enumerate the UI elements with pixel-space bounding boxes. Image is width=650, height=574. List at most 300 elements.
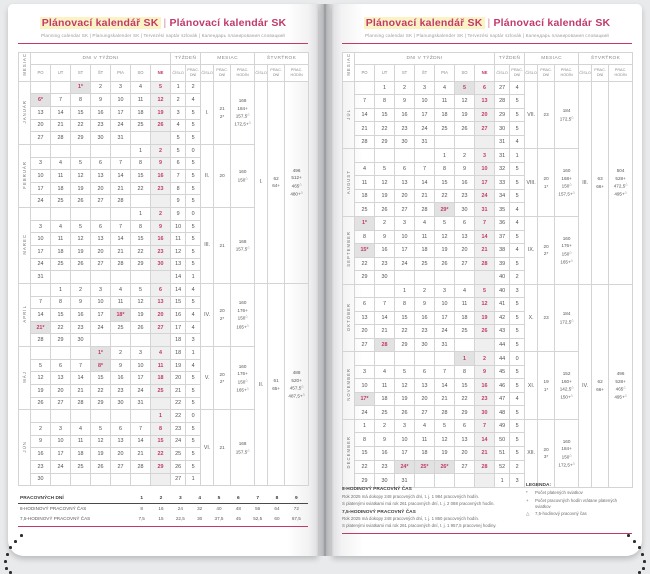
week-number: 44 bbox=[495, 352, 510, 366]
title-part2: Plánovací kalendár SK bbox=[493, 17, 611, 29]
day-cell: 28 bbox=[415, 203, 435, 217]
day-cell: 22 bbox=[355, 257, 375, 271]
day-cell: 3 bbox=[91, 283, 111, 296]
day-cell: 17 bbox=[111, 106, 131, 119]
day-header: ST bbox=[71, 64, 91, 81]
day-cell: 22 bbox=[131, 245, 151, 258]
week-workdays: 3 bbox=[510, 474, 525, 488]
month-hours: 160 150△ bbox=[231, 144, 255, 207]
day-cell: 11 bbox=[131, 94, 151, 107]
day-cell: 11 bbox=[455, 298, 475, 312]
workdays-hours-table bbox=[18, 493, 308, 527]
day-cell: 17 bbox=[475, 176, 495, 190]
day-cell: 25 bbox=[375, 406, 395, 420]
day-cell: 8 bbox=[131, 220, 151, 233]
day-cell: 21 bbox=[415, 189, 435, 203]
week-workdays: 5 bbox=[510, 419, 525, 433]
day-cell: 2 bbox=[151, 208, 171, 221]
day-cell: 26 bbox=[475, 325, 495, 339]
day-cell: 21 bbox=[475, 244, 495, 258]
day-cell: 3 bbox=[475, 149, 495, 163]
day-cell: 28 bbox=[475, 460, 495, 474]
day-cell: 31 bbox=[111, 132, 131, 145]
day-cell: 18 bbox=[71, 448, 91, 461]
calendar-table-left bbox=[18, 52, 309, 482]
day-cell: 2 bbox=[91, 81, 111, 94]
month-number-header: ČÍSLO bbox=[525, 64, 538, 81]
day-cell: 21 bbox=[131, 448, 151, 461]
day-header: ŠT bbox=[91, 64, 111, 81]
quarter-workdays: 63 66+ bbox=[592, 81, 609, 284]
day-cell: 26 bbox=[71, 258, 91, 271]
header-rule bbox=[18, 43, 308, 45]
week-group-header: TÝŽDEŇ bbox=[495, 53, 525, 65]
day-cell: 13 bbox=[51, 372, 71, 385]
week-number: 48 bbox=[495, 406, 510, 420]
day-cell: 14 bbox=[415, 176, 435, 190]
day-cell: 4 bbox=[455, 284, 475, 298]
day-cell: 20 bbox=[91, 182, 111, 195]
month-hours: 160 184+ 150△ 172,5+△ bbox=[555, 419, 579, 487]
day-cell: 14 bbox=[31, 309, 51, 322]
day-cell: 26 bbox=[455, 122, 475, 136]
week-row bbox=[19, 81, 309, 94]
day-cell: 2 bbox=[475, 352, 495, 366]
day-cell bbox=[475, 338, 495, 352]
day-cell: 18 bbox=[151, 372, 171, 385]
month-workdays: 20 3* bbox=[538, 419, 555, 487]
day-cell: 8 bbox=[435, 162, 455, 176]
day-cell: 19 bbox=[91, 448, 111, 461]
week-workdays: 5 bbox=[510, 365, 525, 379]
day-cell: 6 bbox=[151, 283, 171, 296]
month-workdays: 21 2* bbox=[214, 81, 231, 144]
week-number: 25 bbox=[171, 448, 186, 461]
day-cell: 4 bbox=[415, 216, 435, 230]
day-cell: 14 bbox=[71, 372, 91, 385]
day-cell: 17 bbox=[91, 309, 111, 322]
day-cell: 5 bbox=[475, 284, 495, 298]
day-cell: 21 bbox=[355, 122, 375, 136]
week-workdays: 4 bbox=[186, 359, 201, 372]
day-cell: 3 bbox=[415, 81, 435, 95]
week-workdays-header: PRAC. DNÍ bbox=[186, 64, 201, 81]
day-cell: 7 bbox=[355, 95, 375, 109]
day-cell bbox=[71, 144, 91, 157]
day-cell: 8 bbox=[131, 157, 151, 170]
day-cell: 26 bbox=[435, 257, 455, 271]
day-cell: 6 bbox=[91, 157, 111, 170]
day-cell: 5 bbox=[455, 81, 475, 95]
quarter-workdays: 62 64+ bbox=[268, 81, 285, 283]
day-cell: 22 bbox=[455, 392, 475, 406]
day-cell: 8* bbox=[91, 359, 111, 372]
day-cell bbox=[31, 347, 51, 360]
day-cell: 6* bbox=[31, 94, 51, 107]
day-cell: 26 bbox=[151, 119, 171, 132]
day-cell: 5 bbox=[435, 216, 455, 230]
day-cell: 15 bbox=[375, 108, 395, 122]
day-cell: 22 bbox=[51, 321, 71, 334]
title-highlight: Plánovací kalendář SK bbox=[365, 17, 483, 29]
day-cell: 28 bbox=[131, 460, 151, 473]
month-label: APRÍL bbox=[19, 283, 31, 346]
day-cell: 12 bbox=[455, 95, 475, 109]
day-cell bbox=[131, 271, 151, 284]
day-cell: 11 bbox=[355, 176, 375, 190]
day-cell: 5 bbox=[151, 81, 171, 94]
day-cell: 24 bbox=[435, 325, 455, 339]
day-header: ŠT bbox=[415, 64, 435, 81]
week-workdays: 4 bbox=[510, 203, 525, 217]
month-workdays-header: PRAC. DNÍ bbox=[538, 64, 555, 81]
week-number: 29 bbox=[495, 108, 510, 122]
week-number: 3 bbox=[171, 106, 186, 119]
day-cell: 25 bbox=[71, 460, 91, 473]
day-cell: 28 bbox=[475, 257, 495, 271]
quarter-workdays-header: PRAC. DNÍ bbox=[268, 64, 285, 81]
workdays-table-row: 8-HODINOVÝ PRACOVNÝ ČAS 8 16 24 32 40 48 56 64 72 bbox=[20, 506, 299, 512]
week-number: 5 bbox=[171, 144, 186, 157]
day-cell: 3 bbox=[31, 157, 51, 170]
month-workdays: 19 1* bbox=[538, 352, 555, 420]
day-cell bbox=[91, 271, 111, 284]
day-cell bbox=[395, 149, 415, 163]
day-cell: 25 bbox=[151, 385, 171, 398]
week-number: 30 bbox=[495, 122, 510, 136]
week-workdays: 5 bbox=[186, 385, 201, 398]
day-cell: 1* bbox=[355, 216, 375, 230]
day-cell: 12 bbox=[131, 296, 151, 309]
month-hours: 184 172,5△ bbox=[555, 81, 579, 149]
day-cell: 19 bbox=[435, 447, 455, 461]
day-cell: 16 bbox=[71, 309, 91, 322]
day-cell: 30 bbox=[475, 406, 495, 420]
day-cell: 19 bbox=[375, 189, 395, 203]
day-cell: 16 bbox=[375, 447, 395, 461]
week-workdays: 2 bbox=[510, 271, 525, 285]
calendar-header bbox=[343, 53, 633, 82]
stitching-dot bbox=[5, 567, 8, 570]
quarter-hours: 488 520+ 457,5△ 487,5+△ bbox=[285, 283, 309, 485]
week-workdays: 5 bbox=[510, 257, 525, 271]
day-cell: 4 bbox=[111, 283, 131, 296]
summary-75h-line1: Rok 2025 má dokopy 248 pracovných dní, t. j. 1 860 pracovných hodín. bbox=[342, 516, 480, 522]
day-cell: 12 bbox=[71, 233, 91, 246]
mesiac-axis-header: MESIAC bbox=[19, 53, 31, 82]
day-header: PIA bbox=[435, 64, 455, 81]
day-cell: 14 bbox=[435, 379, 455, 393]
day-cell: 17 bbox=[31, 245, 51, 258]
day-cell: 13 bbox=[395, 176, 415, 190]
calendar-table-right bbox=[342, 52, 633, 483]
week-number: 23 bbox=[171, 422, 186, 435]
day-cell: 2 bbox=[31, 422, 51, 435]
day-cell: 30 bbox=[111, 397, 131, 410]
day-cell: 12 bbox=[151, 94, 171, 107]
day-cell: 10 bbox=[31, 170, 51, 183]
month-number: IV. bbox=[201, 283, 214, 346]
week-row bbox=[343, 81, 633, 95]
day-cell: 10 bbox=[395, 230, 415, 244]
week-number: 9 bbox=[171, 195, 186, 208]
week-number: 36 bbox=[495, 216, 510, 230]
day-cell: 13 bbox=[455, 433, 475, 447]
week-number: 49 bbox=[495, 419, 510, 433]
day-cell bbox=[31, 208, 51, 221]
week-number: 42 bbox=[495, 311, 510, 325]
day-cell: 29 bbox=[455, 406, 475, 420]
day-cell: 19 bbox=[455, 108, 475, 122]
day-cell: 23 bbox=[31, 460, 51, 473]
day-cell: 12 bbox=[71, 170, 91, 183]
day-cell: 26 bbox=[91, 460, 111, 473]
week-number: 46 bbox=[495, 379, 510, 393]
day-cell: 9 bbox=[151, 220, 171, 233]
day-cell: 9 bbox=[91, 94, 111, 107]
day-cell: 30 bbox=[91, 132, 111, 145]
day-cell: 7 bbox=[111, 157, 131, 170]
day-cell: 26* bbox=[435, 460, 455, 474]
day-cell: 20 bbox=[415, 392, 435, 406]
day-cell: 14 bbox=[375, 311, 395, 325]
legend-symbol: △ bbox=[526, 511, 530, 517]
week-number: 35 bbox=[495, 203, 510, 217]
day-cell: 29 bbox=[51, 334, 71, 347]
day-cell: 20 bbox=[111, 448, 131, 461]
week-number: 52 bbox=[495, 460, 510, 474]
day-cell: 31 bbox=[415, 135, 435, 149]
day-cell: 29* bbox=[435, 203, 455, 217]
day-cell: 22 bbox=[375, 122, 395, 136]
day-cell: 26 bbox=[31, 397, 51, 410]
quarter-group-header: ŠTVRŤROK bbox=[579, 53, 633, 65]
day-cell bbox=[435, 271, 455, 285]
legend-item bbox=[526, 498, 632, 510]
month-hours: 160 176+ 150△ 165+△ bbox=[231, 347, 255, 410]
month-number: III. bbox=[201, 208, 214, 284]
day-cell: 10 bbox=[475, 162, 495, 176]
week-number: 10 bbox=[171, 220, 186, 233]
day-cell: 17 bbox=[435, 311, 455, 325]
week-number: 45 bbox=[495, 365, 510, 379]
day-cell bbox=[71, 208, 91, 221]
week-number: 1 bbox=[171, 81, 186, 94]
day-cell bbox=[131, 410, 151, 423]
day-cell: 9 bbox=[415, 298, 435, 312]
month-workdays: 23 bbox=[538, 81, 555, 149]
summary-8h-title: 8-HODINOVÝ PRACOVNÝ ČAS bbox=[342, 487, 412, 493]
day-cell: 20 bbox=[395, 189, 415, 203]
day-cell: 22 bbox=[395, 325, 415, 339]
day-cell: 8 bbox=[51, 296, 71, 309]
day-cell: 24 bbox=[475, 189, 495, 203]
month-label: NOVEMBER bbox=[343, 352, 355, 420]
page-subtitle: Planning calendar SK | Planungskalender SK | Tervezési naptár szlovák | Календарь планирования словацкий bbox=[365, 32, 609, 38]
day-cell: 16 bbox=[475, 379, 495, 393]
week-workdays: 0 bbox=[510, 352, 525, 366]
day-cell bbox=[435, 135, 455, 149]
day-cell: 10 bbox=[435, 298, 455, 312]
day-header: SO bbox=[455, 64, 475, 81]
day-cell: 20 bbox=[455, 244, 475, 258]
stitching-dot bbox=[638, 546, 641, 549]
week-number-header: ČÍSLO bbox=[495, 64, 510, 81]
day-cell: 1 bbox=[435, 149, 455, 163]
day-cell: 6 bbox=[455, 216, 475, 230]
calendar-header bbox=[19, 53, 309, 82]
day-cell: 11 bbox=[435, 95, 455, 109]
month-workdays: 23 bbox=[538, 284, 555, 352]
day-cell: 18 bbox=[355, 189, 375, 203]
day-cell bbox=[151, 334, 171, 347]
day-cell bbox=[375, 149, 395, 163]
day-cell: 6 bbox=[51, 359, 71, 372]
day-cell bbox=[31, 410, 51, 423]
day-cell: 13 bbox=[31, 106, 51, 119]
day-cell bbox=[131, 473, 151, 486]
day-cell: 28 bbox=[111, 195, 131, 208]
day-header: PO bbox=[31, 64, 51, 81]
day-cell: 22 bbox=[71, 119, 91, 132]
day-cell: 1* bbox=[91, 347, 111, 360]
day-cell: 2 bbox=[375, 216, 395, 230]
week-number: 27 bbox=[495, 81, 510, 95]
legend-item bbox=[526, 511, 632, 517]
day-cell bbox=[395, 271, 415, 285]
legend-text: Počet pracovných hodín vrátane platených sviatkov bbox=[535, 497, 618, 509]
week-number: 50 bbox=[495, 433, 510, 447]
month-workdays: 20 bbox=[214, 144, 231, 207]
day-cell: 14 bbox=[131, 435, 151, 448]
week-workdays: 4 bbox=[510, 81, 525, 95]
week-workdays: 5 bbox=[186, 170, 201, 183]
stitching-dot bbox=[14, 540, 17, 543]
day-cell: 1 bbox=[395, 284, 415, 298]
day-cell: 28 bbox=[31, 334, 51, 347]
week-number: 14 bbox=[171, 271, 186, 284]
day-cell: 30 bbox=[151, 258, 171, 271]
day-cell: 15 bbox=[131, 233, 151, 246]
day-cell: 9 bbox=[151, 157, 171, 170]
day-cell: 24 bbox=[91, 321, 111, 334]
legend-title: LEGENDA: bbox=[526, 483, 552, 489]
day-cell bbox=[111, 473, 131, 486]
week-number: 22 bbox=[171, 397, 186, 410]
day-cell: 4 bbox=[151, 347, 171, 360]
day-header: PIA bbox=[111, 64, 131, 81]
quarter-number: II. bbox=[255, 283, 268, 485]
month-label: JÚN bbox=[19, 410, 31, 486]
day-cell: 19 bbox=[71, 245, 91, 258]
legend-symbol: + bbox=[526, 497, 529, 503]
stitching-dot bbox=[20, 534, 23, 537]
day-cell bbox=[355, 149, 375, 163]
mesiac-axis-header: MESIAC bbox=[343, 53, 355, 82]
week-row bbox=[343, 284, 633, 298]
day-cell: 15 bbox=[435, 176, 455, 190]
day-cell: 3 bbox=[31, 220, 51, 233]
week-number: 6 bbox=[171, 157, 186, 170]
day-cell: 5 bbox=[395, 365, 415, 379]
week-number: 34 bbox=[495, 189, 510, 203]
day-cell: 4 bbox=[51, 220, 71, 233]
day-cell bbox=[51, 81, 71, 94]
week-workdays: 4 bbox=[186, 283, 201, 296]
title-part2: Plánovací kalendár SK bbox=[169, 17, 287, 29]
week-workdays: 5 bbox=[186, 157, 201, 170]
day-cell: 20 bbox=[31, 119, 51, 132]
day-cell: 4 bbox=[131, 81, 151, 94]
week-workdays: 5 bbox=[186, 372, 201, 385]
day-cell: 15 bbox=[71, 106, 91, 119]
week-workdays: 5 bbox=[510, 406, 525, 420]
stitching-dot bbox=[6, 553, 9, 556]
month-workdays: 20 2* bbox=[214, 347, 231, 410]
week-workdays: 5 bbox=[186, 422, 201, 435]
week-workdays: 5 bbox=[510, 447, 525, 461]
day-cell: 15 bbox=[395, 311, 415, 325]
day-cell: 8 bbox=[71, 94, 91, 107]
day-cell: 2 bbox=[151, 144, 171, 157]
day-cell: 11 bbox=[415, 433, 435, 447]
day-cell: 25 bbox=[355, 203, 375, 217]
stitching-dot bbox=[638, 571, 641, 574]
day-cell bbox=[51, 208, 71, 221]
week-workdays-header: PRAC. DNÍ bbox=[510, 64, 525, 81]
day-cell: 27 bbox=[355, 338, 375, 352]
stitching-dot bbox=[642, 567, 645, 570]
day-cell: 4 bbox=[71, 422, 91, 435]
summary-75h-line2: S platenými sviatkami má rok 261 pracovných dní, t. j. 1 957,5 pracovnej hodiny. bbox=[342, 522, 497, 528]
day-cell: 7 bbox=[475, 419, 495, 433]
workdays-table-row: 7,5-HODINOVÝ PRACOVNÝ ČAS 7,5 15 22,5 30 37,5 45 52,5 60 67,5 bbox=[20, 516, 301, 521]
day-cell: 9 bbox=[375, 230, 395, 244]
week-number: 28 bbox=[495, 95, 510, 109]
day-cell: 29 bbox=[91, 397, 111, 410]
week-number: 43 bbox=[495, 325, 510, 339]
week-workdays: 5 bbox=[510, 379, 525, 393]
day-cell: 9 bbox=[111, 359, 131, 372]
day-cell: 5 bbox=[31, 359, 51, 372]
day-cell bbox=[71, 473, 91, 486]
stitching-dot bbox=[633, 540, 636, 543]
workdays-table-header: PRACOVNÝCH DNÍ 1 2 3 4 5 6 7 8 9 bbox=[18, 493, 308, 504]
week-workdays: 5 bbox=[186, 220, 201, 233]
day-cell: 28 bbox=[355, 135, 375, 149]
week-workdays: 5 bbox=[186, 448, 201, 461]
day-cell bbox=[91, 410, 111, 423]
day-cell: 28 bbox=[375, 338, 395, 352]
day-header: PO bbox=[355, 64, 375, 81]
day-cell: 9 bbox=[71, 296, 91, 309]
day-cell: 13 bbox=[111, 435, 131, 448]
day-cell: 5 bbox=[91, 422, 111, 435]
day-header: UT bbox=[375, 64, 395, 81]
month-hours: 184 172,5△ bbox=[555, 284, 579, 352]
day-cell: 27 bbox=[455, 460, 475, 474]
day-cell: 18 bbox=[375, 392, 395, 406]
day-cell: 25 bbox=[51, 195, 71, 208]
day-cell: 10 bbox=[91, 296, 111, 309]
week-number: 26 bbox=[171, 460, 186, 473]
month-workdays: 20 2* bbox=[538, 216, 555, 284]
month-workdays: 20 1* bbox=[538, 149, 555, 217]
day-cell: 10 bbox=[131, 359, 151, 372]
day-cell: 17 bbox=[395, 447, 415, 461]
day-cell: 15 bbox=[51, 309, 71, 322]
day-cell: 7 bbox=[71, 359, 91, 372]
